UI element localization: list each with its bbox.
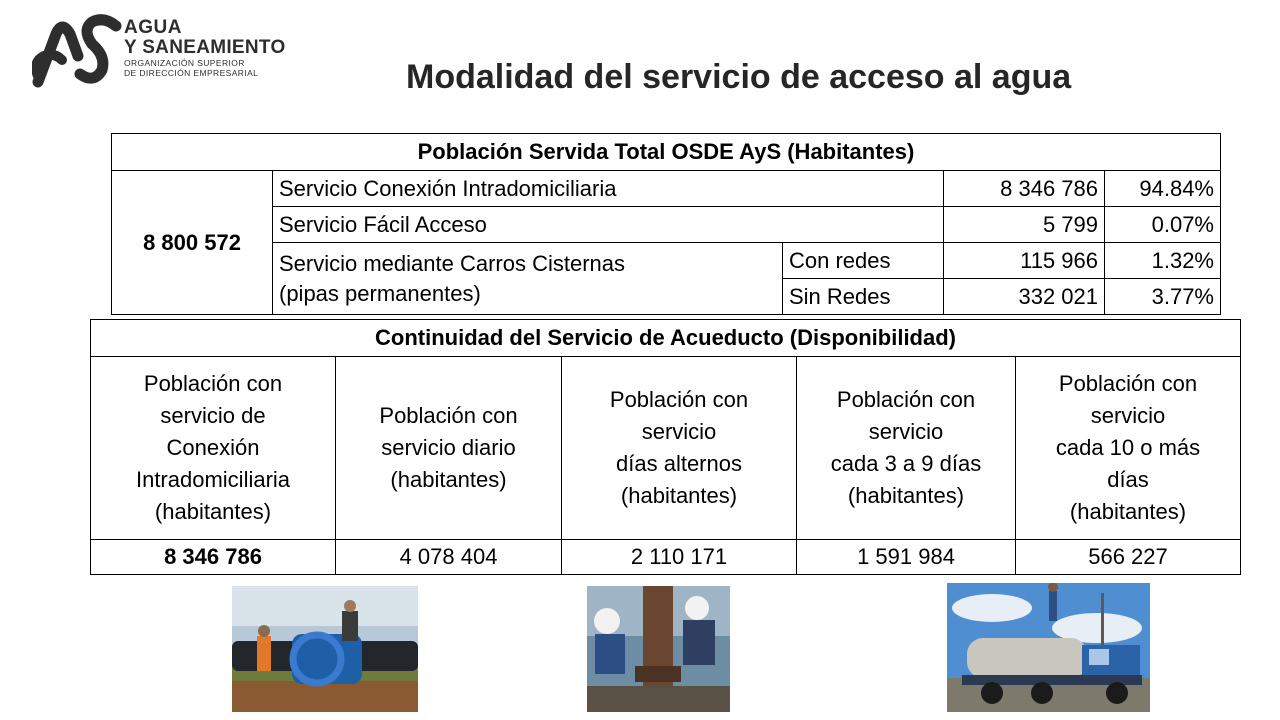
col-header-3-a-9 xyxy=(797,357,1016,540)
logo-line-organizacion: ORGANIZACIÓN SUPERIOR xyxy=(124,58,245,68)
value-intradomiciliaria: 8 346 786 xyxy=(91,540,336,575)
cisternas-label-line1: Servicio mediante Carros Cisternas xyxy=(279,250,626,276)
col4-line: días xyxy=(1107,467,1149,492)
col1-line: servicio diario xyxy=(381,435,516,460)
page-title: Modalidad del servicio de acceso al agua xyxy=(406,58,1072,96)
total-population-cell: 8 800 572 xyxy=(112,171,273,315)
col2-line: Población con xyxy=(609,387,749,412)
col2-line: días alternos xyxy=(616,451,742,476)
col4-line: (habitantes) xyxy=(1069,499,1187,524)
col-header-diario xyxy=(336,357,562,540)
value-3-a-9: 1 591 984 xyxy=(797,540,1016,575)
value-alternos: 2 110 171 xyxy=(562,540,797,575)
col3-line: (habitantes) xyxy=(847,483,965,508)
logo-line-agua: AGUA xyxy=(124,17,182,38)
value-10-o-mas: 566 227 xyxy=(1016,540,1241,575)
population-served-table xyxy=(111,133,1221,315)
col-header-intradomiciliaria xyxy=(91,357,336,540)
population-table-header: Población Servida Total OSDE AyS (Habitantes) xyxy=(112,134,1221,171)
col0-line: servicio de xyxy=(160,403,266,428)
col2-line: servicio xyxy=(641,419,717,444)
sub-value-con-redes: 115 966 xyxy=(944,243,1105,279)
row-label-facil-acceso: Servicio Fácil Acceso xyxy=(273,207,944,243)
row-label-intradomiciliaria: Servicio Conexión Intradomiciliaria xyxy=(273,171,944,207)
sub-percent-con-redes: 1.32% xyxy=(1105,243,1221,279)
value-diario: 4 078 404 xyxy=(336,540,562,575)
col3-line: cada 3 a 9 días xyxy=(830,451,982,476)
sub-label-sin-redes: Sin Redes xyxy=(783,279,944,315)
as-logo-icon xyxy=(32,12,122,88)
continuity-table-header: Continuidad del Servicio de Acueducto (Disponibilidad) xyxy=(91,320,1241,357)
row-label-carros-cisternas xyxy=(273,243,783,315)
sub-value-sin-redes: 332 021 xyxy=(944,279,1105,315)
col4-line: Población con xyxy=(1058,371,1198,396)
col-header-10-o-mas xyxy=(1016,357,1241,540)
col1-line: Población con xyxy=(379,403,518,428)
col4-line: cada 10 o más xyxy=(1055,435,1201,460)
col0-line: (habitantes) xyxy=(154,499,272,524)
col-header-alternos xyxy=(562,357,797,540)
col3-line: Población con xyxy=(836,387,976,412)
cisternas-label-line2: (pipas permanentes) xyxy=(279,280,481,306)
row-value-intradomiciliaria: 8 346 786 xyxy=(944,171,1105,207)
sub-label-con-redes: Con redes xyxy=(783,243,944,279)
logo-line-saneamiento: Y SANEAMIENTO xyxy=(124,37,286,58)
logo-line-direccion: DE DIRECCIÓN EMPRESARIAL xyxy=(124,68,259,78)
row-percent-facil-acceso: 0.07% xyxy=(1105,207,1221,243)
photo-pipe-installation xyxy=(232,586,418,712)
col4-line: servicio xyxy=(1090,403,1166,428)
row-value-facil-acceso: 5 799 xyxy=(944,207,1105,243)
continuity-table xyxy=(90,319,1241,575)
photo-well-workers xyxy=(587,586,730,712)
logo-text xyxy=(124,18,286,78)
photo-water-tanker-truck xyxy=(947,583,1150,712)
col2-line: (habitantes) xyxy=(620,483,738,508)
col0-line: Población con xyxy=(143,371,283,396)
organization-logo xyxy=(32,10,332,90)
sub-percent-sin-redes: 3.77% xyxy=(1105,279,1221,315)
row-percent-intradomiciliaria: 94.84% xyxy=(1105,171,1221,207)
col0-line: Intradomiciliaria xyxy=(135,467,291,492)
col3-line: servicio xyxy=(868,419,944,444)
col1-line: (habitantes) xyxy=(390,467,507,492)
col0-line: Conexión xyxy=(166,435,260,460)
